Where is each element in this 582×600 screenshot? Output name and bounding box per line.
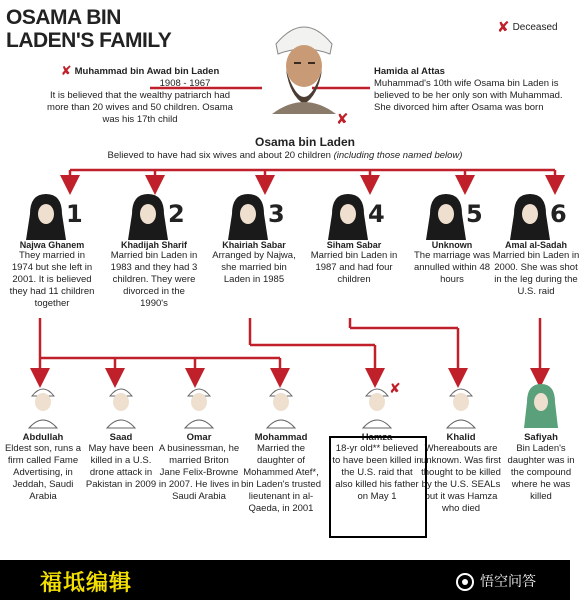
wife-card <box>310 190 398 286</box>
boy-figure-icon <box>26 382 60 428</box>
father-desc: It is believed that the wealthy patriarch had more than 20 wives and 50 children. Osama was his 17th child <box>47 90 233 125</box>
x-mark-icon: ✘ <box>336 110 349 128</box>
osama-portrait <box>270 14 338 114</box>
wife-name: Amal al-Sadah <box>504 240 568 250</box>
child-desc: Whereabouts are unknown. Was first thought to be killed by the U.S. SEALs but it was Hamza who died <box>421 443 501 514</box>
wife-desc: Married bin Laden in 2000. She was shot in the leg during the U.S. raid <box>492 250 580 297</box>
wife-number: 4 <box>368 200 385 228</box>
child-desc: Eldest son, runs a firm called Fame Advertising, in Jeddah, Saudi Arabia <box>4 443 82 502</box>
title-line-2: LADEN'S FAMILY <box>6 29 172 52</box>
woman-veil-icon <box>510 192 550 240</box>
mother-desc: Muhammad's 10th wife Osama bin Laden is believed to be her only son with Muhammad. She divorced him after Osama was born <box>374 78 563 113</box>
child-name: Abdullah <box>22 432 64 443</box>
boy-figure-icon <box>444 382 478 428</box>
legend <box>497 18 558 36</box>
wife-card <box>210 190 298 286</box>
child-desc: May have been killed in a U.S. drone attack in Pakistan in 2009 <box>85 443 157 490</box>
child-card <box>2 382 84 503</box>
woman-veil-icon <box>228 192 268 240</box>
wife-number: 1 <box>66 200 83 228</box>
child-name: Khalid <box>446 432 476 443</box>
footer-caption: 福坻编辑 <box>40 571 133 596</box>
wife-card <box>8 190 96 310</box>
wife-name: Siham Sabar <box>326 240 382 250</box>
page-title <box>6 6 171 52</box>
x-mark-icon: ✘ <box>497 18 510 36</box>
wife-desc: The marriage was annulled within 48 hours <box>413 250 491 285</box>
woman-veil-icon <box>328 192 368 240</box>
child-desc: A businessman, he married Briton Jane Felix-Browne in 2007. He lives in Saudi Arabia <box>158 443 240 502</box>
boy-figure-icon <box>104 382 138 428</box>
child-desc: Bin Laden's daughter was in the compound where he was killed <box>507 443 575 502</box>
wife-name: Unknown <box>431 240 473 250</box>
child-name: Safiyah <box>524 432 558 443</box>
x-mark-icon: ✘ <box>60 64 72 79</box>
mother-block <box>374 66 564 114</box>
father-block <box>40 66 240 126</box>
girl-veil-icon <box>524 382 558 428</box>
child-card <box>240 382 322 515</box>
wife-number: 2 <box>168 200 185 228</box>
child-card <box>420 382 502 515</box>
child-name: Omar <box>186 432 212 443</box>
wife-number: 3 <box>268 200 285 228</box>
child-card <box>500 382 582 503</box>
child-name: Mohammad <box>254 432 308 443</box>
wife-desc: Married bin Laden in 1987 and had four children <box>310 250 398 285</box>
wife-desc: Arranged by Najwa, she married bin Laden in 1985 <box>212 250 296 285</box>
osama-name: Osama bin Laden <box>254 135 356 149</box>
child-desc: 18-yr old** believed to have been killed in the U.S. raid that also killed his father on May 1 <box>332 443 422 502</box>
wife-name: Khadijah Sharif <box>120 240 187 250</box>
wife-name: Najwa Ghanem <box>19 240 85 250</box>
wife-desc: Married bin Laden in 1983 and they had 3 children. They were divorced in the 1990's <box>110 250 198 309</box>
child-card <box>158 382 240 503</box>
child-card <box>80 382 162 491</box>
woman-veil-icon <box>426 192 466 240</box>
mother-name: Hamida al Attas <box>374 66 445 77</box>
wife-desc: They married in 1974 but she left in 2001. It is believed they had 11 children together <box>9 250 95 309</box>
boy-figure-icon <box>182 382 216 428</box>
woman-veil-icon <box>26 192 66 240</box>
father-years: 1908 - 1967 <box>159 78 211 89</box>
wukong-logo-icon <box>455 572 475 597</box>
woman-veil-icon <box>128 192 168 240</box>
wife-card <box>492 190 580 298</box>
wife-card <box>110 190 198 310</box>
child-name: Saad <box>109 432 133 443</box>
child-name: Hamza <box>361 432 393 443</box>
wives-summary-main: Believed to have had six wives and about 20 children <box>107 150 331 161</box>
footer-brand: 悟空问答 <box>480 574 536 590</box>
boy-figure-icon <box>264 382 298 428</box>
wife-name: Khairiah Sabar <box>222 240 286 250</box>
hamza-highlight-box <box>329 436 427 538</box>
wife-number: 6 <box>550 200 567 228</box>
father-name: Muhammad bin Awad bin Laden <box>74 66 220 77</box>
wife-card <box>408 190 496 286</box>
title-line-1: OSAMA BIN <box>6 6 121 29</box>
wife-number: 5 <box>466 200 483 228</box>
wives-summary-paren: (including those named below) <box>333 150 463 161</box>
legend-label: Deceased <box>512 21 558 33</box>
x-mark-icon: ✘ <box>389 381 401 397</box>
wives-summary <box>0 150 570 161</box>
child-desc: Married the daughter of Mohammed Atef*, bin Laden's trusted lieutenant in al-Qaeda, in 2001 <box>241 443 321 514</box>
